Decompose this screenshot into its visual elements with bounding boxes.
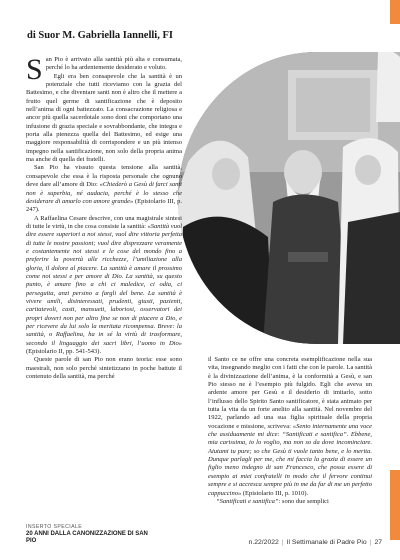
paragraph-raffaelina: A Raffaelina Cesare descrive, con una magistrale sintesi di tutte le virtù, in che cosa consiste la santità: «Santità vuol dire essere superiori a noi stessi, vuol dire vittoria perfetta di tutte le nostre passioni; vuol dire disprezzare veramente e costantemente noi stessi e le cose del mondo fino a preferire la povertà alle ricchezze, l’umiliazione alla gloria, il dolore al piacere. La santità è amare il prossimo come noi stessi e per amore di Dio. La santità, su questo punto, è amare fino a chi ci maledice, ci odia, ci perseguita, anzi persino a fargli del bene. La santità è vivere umili, disinteressati, prudenti, giusti, pazienti, caritatevoli, casti, mansueti, laboriosi, osservatori dei propri doveri non per altro fine se non di piacere a Dio, e per ricevere da lui solo la meritata ricompensa. Breve: la santità, o Raffaelina, ha in sé la virtù di trasformare, secondo il linguaggio dei sacri libri, l’uomo in Dio» (Epistolario II, pp. 541-543). <box>26 214 183 356</box>
footer-section-label: INSERTO SPECIALE <box>26 524 83 530</box>
paragraph-baptism: Egli era ben consapevole che la santità è un potenziale che tutti riceviamo con la grazia del Battesimo, e che diventare santi non è altro che il mettere a frutto quel germe di santificazione che è deposito nell’anima di ogni battezzato. La consacrazione religiosa e ancor più quella sacerdotale sono doni che comportano una infusione di grazia speciale e sovrabbondante, che integra e porta alla pienezza quella del Battesimo, ed esige una maggiore responsabilità di corrispondere e un più intenso impegno nella santificazione, non solo della propria anima ma anche di quella dei fratelli. <box>26 72 182 164</box>
article-column-left <box>26 53 183 381</box>
quote-chiedero: Chiederò a Gesù di farci santi non è superbia, né audacia, perché è lo stesso che desiderare di amarlo con amore grande <box>26 181 182 205</box>
paragraph-intro <box>26 53 182 86</box>
quote-santificati: Sento internamente una voce che assiduamente mi dice: “Santificati e santifica”. Ebbene, mia carissima, io lo voglio, ma non so da dove incominciare. Aiutami tu pure; so che Gesù ti vuole tanto bene, e lo merita. Dunque parlagli per me, che mi faccia la grazia di essere un figlio meno indegno di san Francesco, che possa essere di esempio ai miei confratelli in modo che il fervore continui sempre e si accresca sempre più in me da far di me un perfetto cappuccino <box>208 422 372 497</box>
paragraph-motto: “Santificati e santifica”: sono due semplici <box>216 497 329 505</box>
page-footer: n.22/2022 | Il Settimanale di Padre Pio | 27 <box>248 539 382 546</box>
page-number: 27 <box>374 539 382 546</box>
intro-text: an Pio è arrivato alla santità più alta e consumata, perché lo ha ardentemente desiderato e voluto. <box>45 56 182 72</box>
quote-santita: Santità vuol dire essere superiori a noi stessi, vuol dire vittoria perfetta di tutte le nostre passioni; vuol dire disprezzare veramente e costantemente noi stessi e le cose del mondo fino a preferire la povertà alle ricchezze, l’umiliazione alla gloria, il dolore al piacere. La santità è amare il prossimo come noi stessi e per amore di Dio. La santità, su questo punto, è amare fino a chi ci maledice, ci odia, ci perseguita, anzi persino a fargli del bene. La santità è vivere umili, disinteressati, prudenti, giusti, pazienti, caritatevoli, casti, mansueti, laboriosi, osservatori dei propri doveri non per altro fine se non di piacere a Dio, e per ricevere da lui solo la meritata ricompensa. Breve: la santità, o Raffaelina, ha in sé la virtù di trasformare, secondo il linguaggio dei sacri libri, l’uomo in Dio <box>26 222 183 347</box>
padre-pio-photo <box>178 52 400 344</box>
article-author: di Suor M. Gabriella Iannelli, FI <box>27 30 173 41</box>
paragraph-tension: San Pio ha vissuto questa tensione alla santità, consapevole che essa è la risposta personale che ognuno deve dare all’amore di Dio: «Chiederò a Gesù di farci santi non è superbia, né audacia, perché è lo stesso che desiderare di amarlo con amore grande» (Epistolario III, p. 247). <box>26 164 182 214</box>
orange-corner-tab <box>390 0 400 24</box>
paragraph-theory: Queste parole di san Pio non erano teoria: esse sono maestrali, non solo perché sintetizzano in poche battute il contenuto della santità, ma perché <box>26 356 182 381</box>
footer-insert-title: 20 ANNI DALLA CANONIZZAZIONE DI SAN PIO <box>26 531 148 544</box>
paragraph-example: il Santo ce ne offre una concreta esemplificazione nella sua vita, insegnando meglio con i fatti che con le parole. La santità è la divinizzazione dell’anima, è la conformità a Gesù, e san Pio stesso ne è l’esempio più fulgido. Egli che aveva un ardente amore per Gesù e il desiderio di imitarlo, sotto l’influsso dello Spirito Santo santificatore, è stata animato per tutta la vita da un forte anelito alla santità. Nel novembre del 1922, parlando ad una sua figlia spirituale della propria vocazione e missione, scriveva: «Sento internamente una voce che assiduamente mi dice: “Santificati e santifica”. Ebbene, mia carissima, io lo voglio, ma non so da dove incominciare. Aiutami tu pure; so che Gesù ti vuole tanto bene, e lo merita. Dunque parlagli per me, che mi faccia la grazia di essere un figlio meno indegno di san Francesco, che possa essere di esempio ai miei confratelli in modo che il fervore continui sempre e si accresca sempre più in me da far di me un perfetto cappuccino» (Epistolario III, p. 1010). <box>208 356 372 497</box>
magazine-name: Il Settimanale di Padre Pio <box>286 539 367 546</box>
article-column-right <box>208 356 372 506</box>
photo-illustration <box>178 52 400 344</box>
issue-number: n.22/2022 <box>248 539 279 546</box>
drop-cap: S <box>26 53 43 86</box>
orange-edge-strip <box>390 470 400 540</box>
